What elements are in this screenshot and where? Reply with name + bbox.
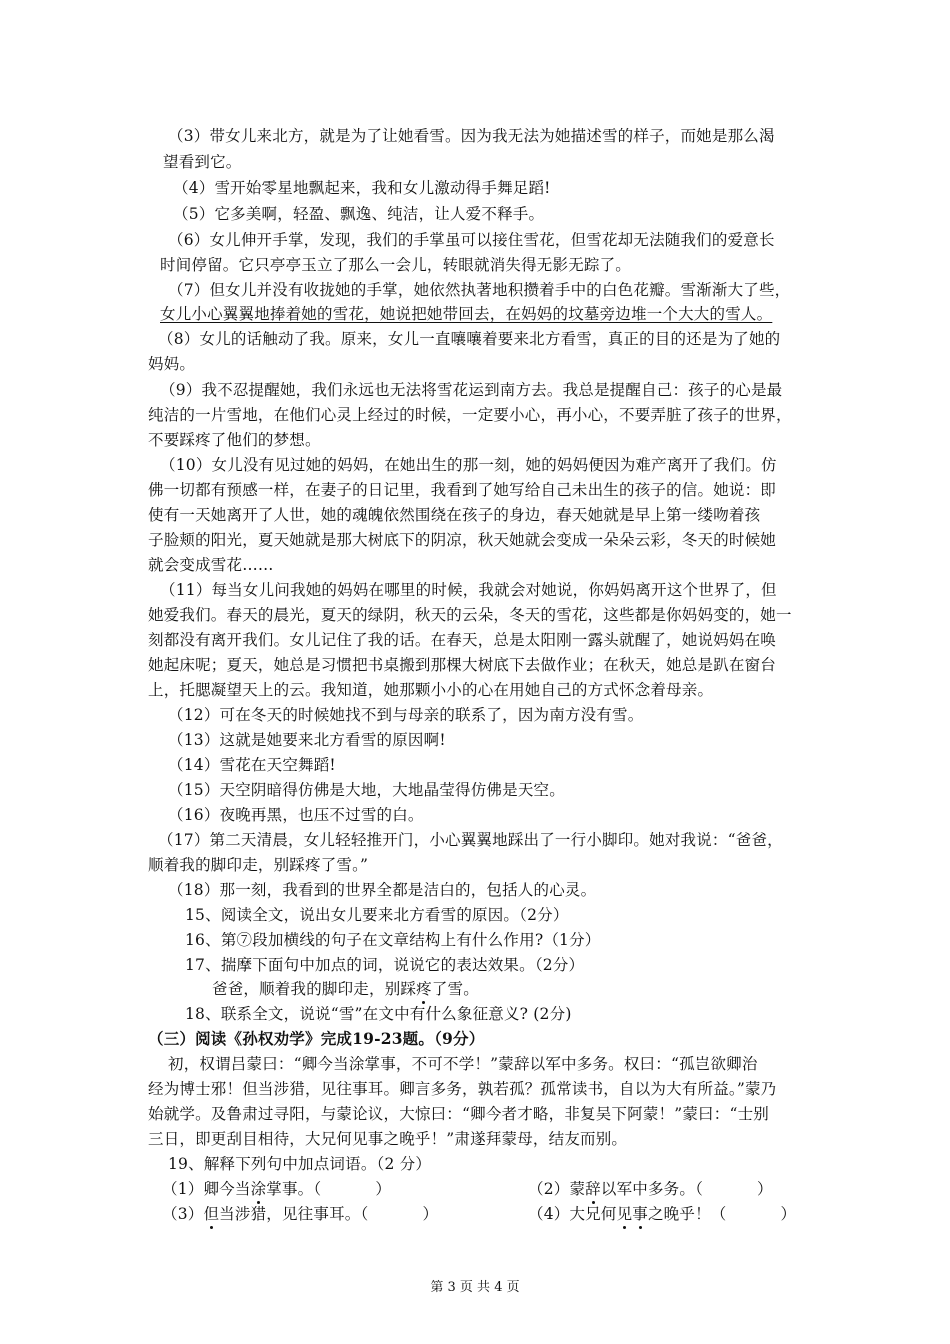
classical-text-line-3: 始就学。及鲁肃过寻阳，与蒙论议，大惊曰：“卿今者才略，非复吴下阿蒙！”蒙曰：“士别 [148, 1105, 769, 1123]
para-11-line-3: 刻都没有离开我们。女儿记住了我的话。在春天，总是太阳刚一露头就醒了，她说妈妈在唤 [148, 631, 777, 649]
para-9-line-3: 不要踩疼了他们的梦想。 [148, 431, 321, 449]
question-17: 17、揣摩下面句中加点的词，说说它的表达效果。（2分） [185, 956, 585, 974]
question-19: 19、解释下列句中加点词语。（2 分） [168, 1155, 432, 1173]
para-15: （15）天空阴暗得仿佛是大地，大地晶莹得仿佛是天空。 [168, 781, 565, 799]
item-4-close: ） [780, 1205, 797, 1223]
classical-text-line-2: 经为博士邪！但当涉猎，见往事耳。卿言多务，孰若孤？孤常读书，自以为大有所益。”蒙乃 [148, 1080, 777, 1098]
sentence-part-1: 爸爸，顺着我的脚印走，别踩 [212, 980, 417, 998]
dotted-word-ci: 辞 [585, 1180, 601, 1198]
section-3-title: （三）阅读《孙权劝学》完成19-23题。（9分） [148, 1029, 485, 1048]
para-9-line-1: （9）我不忍提醒她，我们永远也无法将雪花运到南方去。我总是提醒自己：孩子的心是最 [160, 381, 783, 399]
para-11-line-4: 她起床呢；夏天，她总是习惯把书桌搬到那棵大树底下去做作业；在秋天，她总是趴在窗台 [148, 656, 777, 674]
dotted-word-dan: 但 [203, 1205, 220, 1223]
item-4-prefix: （4）大兄何 [528, 1205, 617, 1223]
para-11-line-5: 上，托腮凝望天上的云。我知道，她那颗小小的心在用她自己的方式怀念着母亲。 [148, 681, 714, 699]
item-3-close: ） [422, 1205, 439, 1223]
para-11-line-1: （11）每当女儿问我她的妈妈在哪里的时候，我就会对她说，你妈妈离开这个世界了，但 [160, 581, 777, 599]
para-6-line-1: （6）女儿伸开手掌，发现，我们的手掌虽可以接住雪花，但雪花却无法随我们的爱意长 [168, 231, 775, 249]
para-3-line-1: （3）带女儿来北方，就是为了让她看雪。因为我无法为她描述雪的样子，而她是那么渴 [168, 127, 775, 145]
para-11-line-2: 她爱我们。春天的晨光，夏天的绿阴，秋天的云朵，冬天的雪花，这些都是你妈妈变的，她一 [148, 606, 792, 624]
dotted-word-teng: 疼 [416, 980, 432, 998]
dotted-word-shi: 事 [632, 1205, 648, 1223]
item-3-text: 当涉猎，见往事耳。（ [219, 1205, 369, 1223]
item-2-text: 以军中多务。（ [600, 1180, 704, 1198]
question-19-item-1 [162, 1179, 492, 1199]
para-5: （5）它多美啊，轻盈、飘逸、纯洁，让人爱不释手。 [173, 205, 545, 223]
question-15: 15、阅读全文，说出女儿要来北方看雪的原因。（2分） [185, 906, 569, 924]
dotted-word-tu: 涂 [250, 1180, 267, 1198]
question-17-sentence [212, 979, 872, 999]
para-9-line-2: 纯洁的一片雪地，在他们心灵上经过的时候，一定要小心，再小心，不要弄脏了孩子的世界， [148, 406, 792, 424]
para-7-line-1: （7）但女儿并没有收拢她的手掌，她依然执著地积攒着手中的白色花瓣。雪渐渐大了些， [168, 281, 791, 299]
item-4-text: 之晚乎！（ [647, 1205, 727, 1223]
para-10-line-4: 子脸颊的阳光，夏天她就是那大树底下的阴凉，秋天她就会变成一朵朵云彩，冬天的时候她 [148, 531, 777, 549]
page-footer: 第 3 页 共 4 页 [430, 1280, 520, 1295]
question-19-item-2 [528, 1179, 808, 1199]
item-1-prefix: （1）卿今当 [162, 1180, 251, 1198]
para-12: （12）可在冬天的时候她找不到与母亲的联系了，因为南方没有雪。 [168, 706, 644, 724]
para-8-line-2: 妈妈。 [148, 355, 196, 373]
para-10-line-1: （10）女儿没有见过她的妈妈，在她出生的那一刻，她的妈妈便因为难产离开了我们。仿 [160, 456, 777, 474]
item-2-prefix: （2）蒙 [528, 1180, 586, 1198]
classical-text-line-4: 三日，即更刮目相待，大兄何见事之晚乎！”肃遂拜蒙母，结友而别。 [148, 1130, 628, 1148]
para-7-underlined-sentence: 女儿小心翼翼地捧着她的雪花，她说把她带回去，在妈妈的坟墓旁边堆一个大大的雪人。 [160, 305, 773, 323]
dotted-word-jian: 见 [616, 1205, 633, 1223]
para-6-line-2: 时间停留。它只亭亭玉立了那么一会儿，转眼就消失得无影无踪了。 [160, 256, 632, 274]
para-8-line-1: （8）女儿的话触动了我。原来，女儿一直嚷嚷着要来北方看雪，真正的目的还是为了她的 [158, 330, 781, 348]
item-1-text: 掌事。（ [266, 1180, 322, 1198]
para-10-line-3: 使有一天她离开了人世，她的魂魄依然围绕在孩子的身边，春天她就是早上第一缕吻着孩 [148, 506, 761, 524]
para-18: （18）那一刻，我看到的世界全都是洁白的，包括人的心灵。 [168, 881, 597, 899]
item-3-prefix: （3） [162, 1205, 204, 1223]
para-3-line-2: 望看到它。 [163, 153, 242, 171]
question-19-item-3 [162, 1204, 492, 1224]
para-17-line-2: 顺着我的脚印走，别踩疼了雪。” [148, 856, 369, 874]
item-1-close: ） [375, 1180, 392, 1198]
sentence-part-2: 了雪。 [431, 980, 479, 998]
para-10-line-5: 就会变成雪花…… [148, 556, 274, 574]
item-2-close: ） [757, 1180, 773, 1198]
para-13: （13）这就是她要来北方看雪的原因啊! [168, 731, 446, 749]
para-4: （4）雪开始零星地飘起来，我和女儿激动得手舞足蹈! [173, 179, 551, 197]
para-14: （14）雪花在天空舞蹈! [168, 756, 336, 774]
para-17-line-1: （17）第二天清晨，女儿轻轻推开门，小心翼翼地踩出了一行小脚印。她对我说：“爸爸， [158, 831, 783, 849]
question-18: 18、联系全文，说说“雪”在文中有什么象征意义? (2分) [185, 1005, 572, 1023]
classical-text-line-1: 初，权谓吕蒙曰：“卿今当涂掌事，不可不学！”蒙辞以军中多务。权曰：“孤岂欲卿治 [168, 1055, 758, 1073]
question-19-item-4 [528, 1204, 808, 1224]
para-10-line-2: 佛一切都有预感一样，在妻子的日记里，我看到了她写给自己未出生的孩子的信。她说：即 [148, 481, 777, 499]
question-16: 16、第⑦段加横线的句子在文章结构上有什么作用?（1分） [185, 931, 601, 949]
para-16: （16）夜晚再黑，也压不过雪的白。 [168, 806, 424, 824]
